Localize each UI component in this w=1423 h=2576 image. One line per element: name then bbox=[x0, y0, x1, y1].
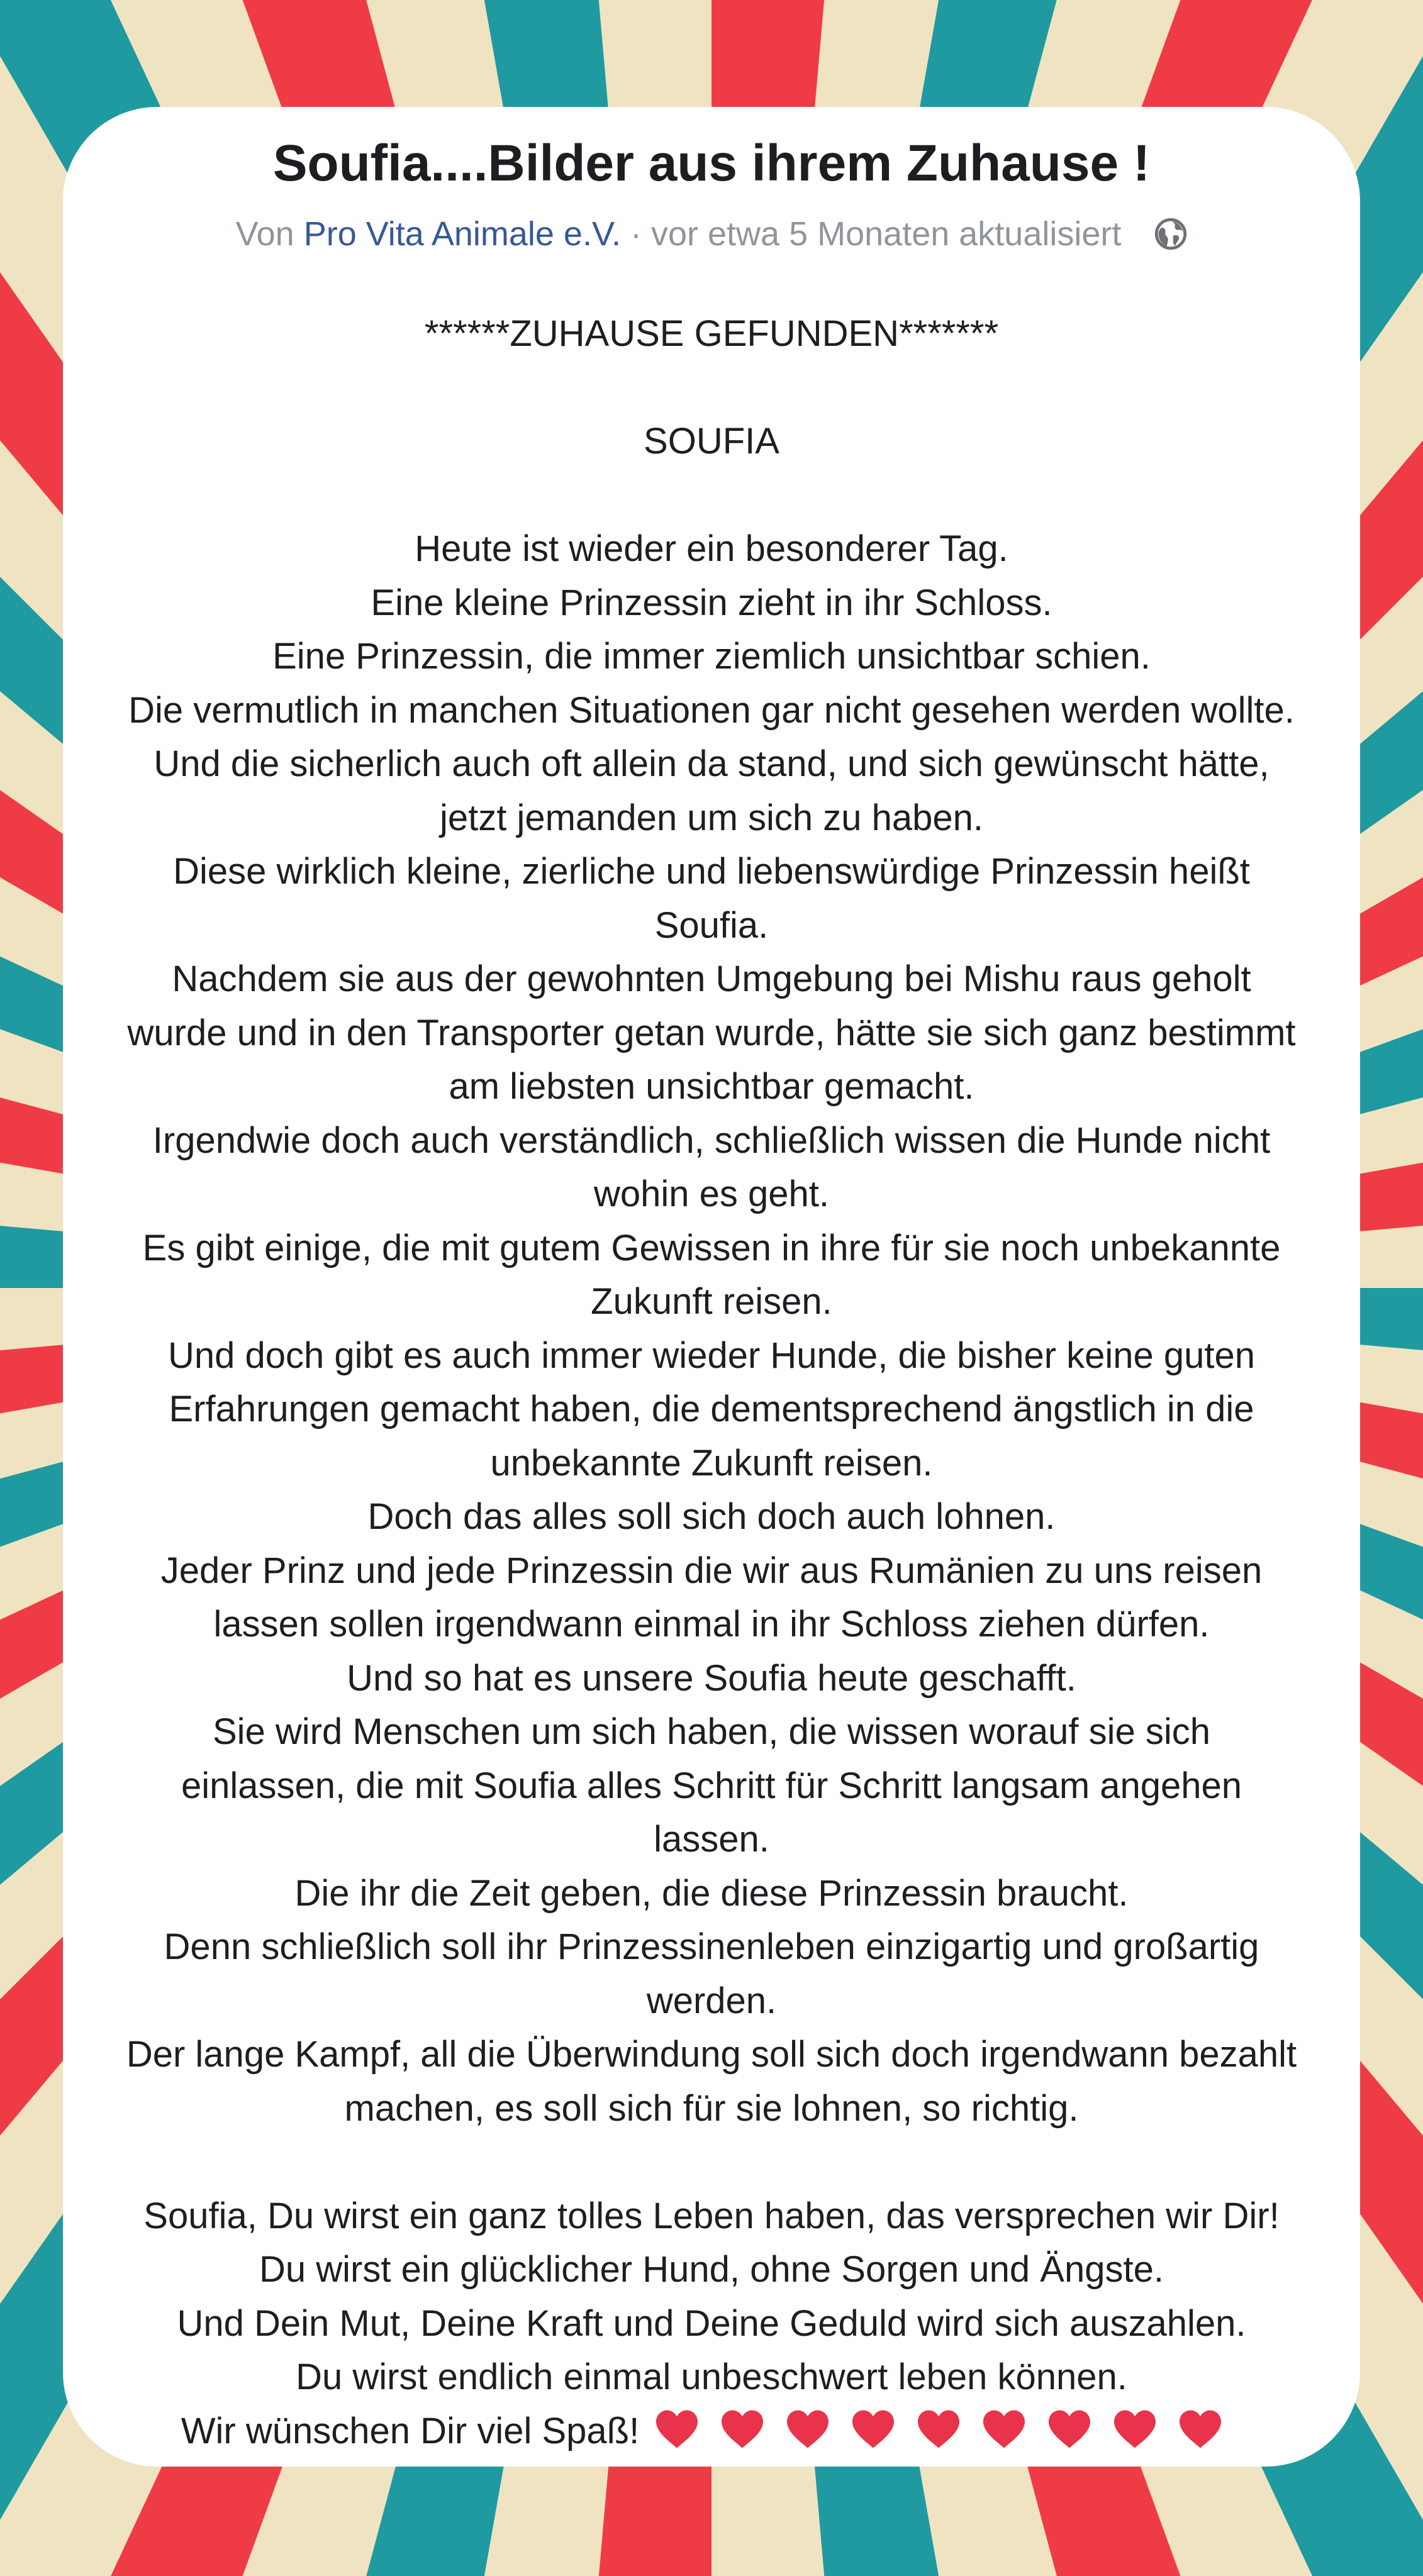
body-line-6: jetzt jemanden um sich zu haben. bbox=[439, 797, 984, 838]
found-heading: ******ZUHAUSE GEFUNDEN******* bbox=[424, 313, 999, 354]
body-line-28: werden. bbox=[646, 1980, 777, 2021]
body-line-17: Erfahrungen gemacht haben, die dementsprechend ängstlich in die bbox=[169, 1389, 1254, 1430]
body-line-29: Der lange Kampf, all die Überwindung soll sich doch irgendwann bezahlt bbox=[126, 2034, 1297, 2075]
body-line-9: Nachdem sie aus der gewohnten Umgebung bei Mishu raus geholt bbox=[172, 958, 1251, 999]
hearts-row bbox=[653, 2404, 1242, 2458]
closing-line-2: Du wirst ein glücklicher Hund, ohne Sorgen und Ängste. bbox=[259, 2249, 1164, 2290]
body-line-30: machen, es soll sich für sie lohnen, so richtig. bbox=[344, 2087, 1079, 2129]
heart-icon bbox=[915, 2408, 963, 2450]
body-line-26: Die ihr die Zeit geben, die diese Prinzessin braucht. bbox=[294, 1872, 1129, 1914]
closing-line-1: Soufia, Du wirst ein ganz tolles Leben haben, das versprechen wir Dir! bbox=[143, 2195, 1280, 2236]
body-line-10: wurde und in den Transporter getan wurde, hätte sie sich ganz bestimmt bbox=[127, 1012, 1296, 1053]
post-meta bbox=[63, 203, 1360, 265]
body-line-22: Und so hat es unsere Soufia heute geschafft. bbox=[347, 1657, 1076, 1699]
body-line-27: Denn schließlich soll ihr Prinzessinenleben einzigartig und großartig bbox=[164, 1926, 1259, 1967]
post-title[interactable]: Soufia....Bilder aus ihrem Zuhause ! bbox=[272, 135, 1151, 192]
body-line-15: Zukunft reisen. bbox=[591, 1281, 832, 1322]
body-line-7: Diese wirklich kleine, zierliche und liebenswürdige Prinzessin heißt bbox=[173, 851, 1250, 892]
meta-prefix: Von bbox=[235, 215, 304, 253]
final-line bbox=[63, 2404, 1360, 2458]
body-line-14: Es gibt einige, die mit gutem Gewissen in ihre für sie noch unbekannte bbox=[142, 1227, 1281, 1269]
heart-icon bbox=[1111, 2408, 1159, 2450]
globe-icon[interactable] bbox=[1154, 208, 1187, 240]
heart-icon bbox=[1176, 2408, 1224, 2450]
heart-icon bbox=[849, 2408, 897, 2450]
dog-name: SOUFIA bbox=[644, 421, 779, 462]
body-line-16: Und doch gibt es auch immer wieder Hunde, die bisher keine guten bbox=[167, 1335, 1256, 1376]
closing-line-3: Und Dein Mut, Deine Kraft und Deine Geduld wird sich auszahlen. bbox=[177, 2302, 1246, 2344]
updated-time[interactable]: · vor etwa 5 Monaten aktualisiert bbox=[621, 215, 1122, 253]
body-line-1: Heute ist wieder ein besonderer Tag. bbox=[415, 528, 1008, 569]
body-line-18: unbekannte Zukunft reisen. bbox=[490, 1442, 933, 1484]
post-card bbox=[63, 107, 1360, 2467]
body-line-20: Jeder Prinz und jede Prinzessin die wir aus Rumänien zu uns reisen bbox=[160, 1550, 1263, 1591]
body-line-8: Soufia. bbox=[654, 904, 769, 946]
body-line-25: lassen. bbox=[654, 1819, 769, 1860]
heart-icon bbox=[718, 2408, 766, 2450]
heart-icon bbox=[784, 2408, 832, 2450]
post-body bbox=[63, 307, 1360, 2458]
body-line-21: lassen sollen irgendwann einmal in ihr Schloss ziehen dürfen. bbox=[213, 1604, 1210, 1645]
body-line-2: Eine kleine Prinzessin zieht in ihr Schloss. bbox=[371, 582, 1052, 623]
body-line-24: einlassen, die mit Soufia alles Schritt für Schritt langsam angehen bbox=[181, 1765, 1242, 1806]
closing-line-4: Du wirst endlich einmal unbeschwert leben können. bbox=[296, 2357, 1127, 2397]
body-line-19: Doch das alles soll sich doch auch lohnen. bbox=[367, 1496, 1056, 1537]
body-line-11: am liebsten unsichtbar gemacht. bbox=[449, 1066, 974, 1107]
body-line-13: wohin es geht. bbox=[593, 1174, 830, 1214]
body-line-5: Und die sicherlich auch oft allein da stand, und sich gewünscht hätte, bbox=[153, 743, 1270, 784]
author-link[interactable]: Pro Vita Animale e.V. bbox=[303, 215, 622, 253]
body-line-4: Die vermutlich in manchen Situationen gar nicht gesehen werden wollte. bbox=[128, 689, 1295, 731]
final-line-text: Wir wünschen Dir viel Spaß! bbox=[181, 2410, 640, 2451]
heart-icon bbox=[1046, 2408, 1093, 2450]
heart-icon bbox=[653, 2408, 701, 2450]
heart-icon bbox=[980, 2408, 1028, 2450]
body-line-3: Eine Prinzessin, die immer ziemlich unsichtbar schien. bbox=[272, 636, 1151, 677]
body-line-23: Sie wird Menschen um sich haben, die wissen worauf sie sich bbox=[212, 1711, 1211, 1752]
body-line-12: Irgendwie doch auch verständlich, schließlich wissen die Hunde nicht bbox=[152, 1119, 1271, 1161]
